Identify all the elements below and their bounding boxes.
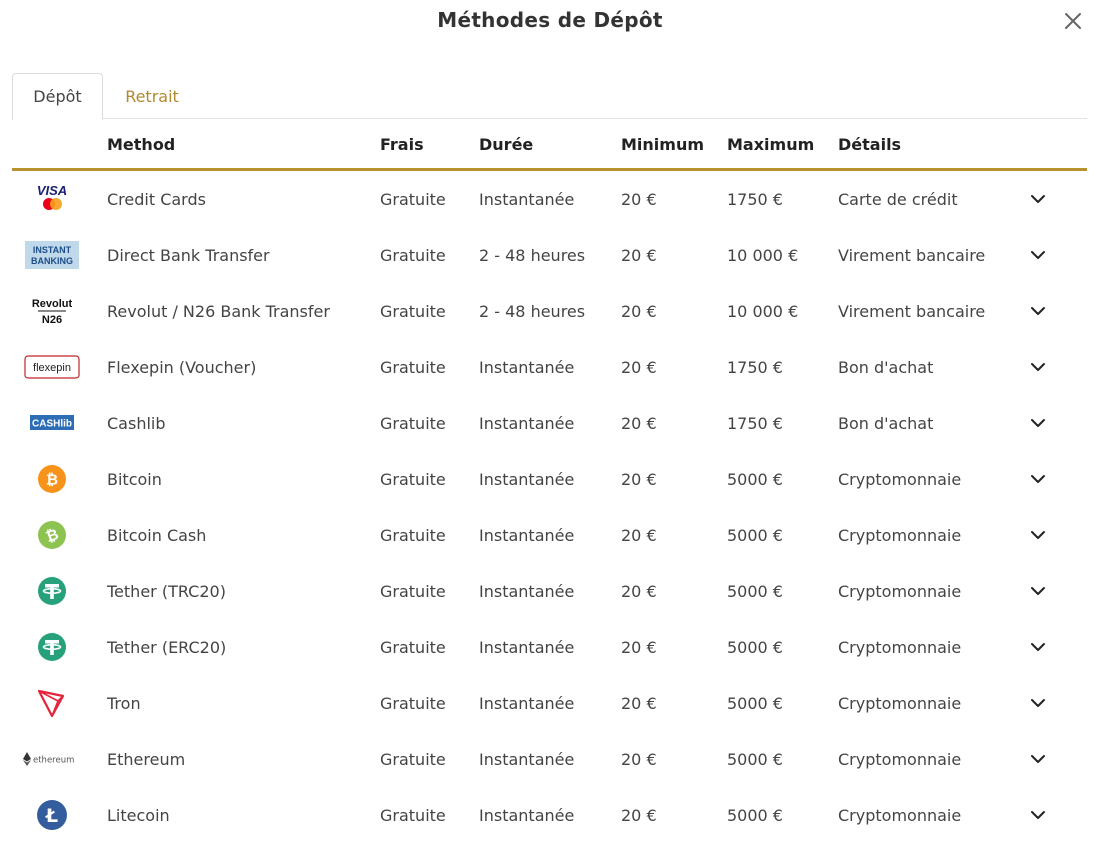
fee-value: Gratuite [380, 301, 446, 321]
table-row [12, 395, 1087, 451]
expand-row-button[interactable] [1024, 395, 1052, 451]
duration-value: 2 - 48 heures [479, 245, 586, 265]
svg-text:BANKING: BANKING [31, 256, 73, 266]
fee-value: Gratuite [380, 581, 446, 601]
expand-row-button[interactable] [1024, 339, 1052, 395]
details-value: Cryptomonnaie [838, 637, 962, 657]
details-value: Virement bancaire [838, 301, 986, 321]
maximum-value: 5000 € [727, 805, 783, 825]
method-name: Tron [107, 693, 141, 713]
maximum-value: 10 000 € [727, 245, 799, 265]
method-name: Cashlib [107, 413, 166, 433]
tab-depot[interactable]: Dépôt [12, 73, 103, 120]
expand-row-button[interactable] [1024, 563, 1052, 619]
duration-value: Instantanée [479, 693, 575, 713]
method-name: Bitcoin Cash [107, 525, 207, 545]
maximum-value: 1750 € [727, 189, 783, 209]
expand-row-button[interactable] [1024, 171, 1052, 227]
minimum-value: 20 € [621, 301, 657, 321]
chevron-down-icon [1030, 642, 1046, 652]
fee-value: Gratuite [380, 525, 446, 545]
maximum-value: 10 000 € [727, 301, 799, 321]
method-name: Ethereum [107, 749, 186, 769]
details-value: Cryptomonnaie [838, 581, 962, 601]
table-row [12, 507, 1087, 563]
maximum-value: 5000 € [727, 749, 783, 769]
method-name: Flexepin (Voucher) [107, 357, 257, 377]
tab-retrait[interactable]: Retrait [125, 86, 179, 106]
duration-value: Instantanée [479, 805, 575, 825]
expand-row-button[interactable] [1024, 507, 1052, 563]
method-name: Credit Cards [107, 189, 206, 209]
method-name: Tether (TRC20) [107, 581, 226, 601]
ethereum-logo [22, 731, 82, 787]
cashlib-logo [22, 395, 82, 451]
svg-text:ethereum: ethereum [33, 755, 75, 766]
chevron-down-icon [1030, 698, 1046, 708]
svg-text:CASHlib: CASHlib [32, 418, 72, 430]
tether-logo [22, 563, 82, 619]
minimum-value: 20 € [621, 693, 657, 713]
method-name: Tether (ERC20) [107, 637, 227, 657]
minimum-value: 20 € [621, 581, 657, 601]
minimum-value: 20 € [621, 749, 657, 769]
method-name: Direct Bank Transfer [107, 245, 270, 265]
maximum-value: 1750 € [727, 357, 783, 377]
table-row [12, 227, 1087, 283]
minimum-value: 20 € [621, 805, 657, 825]
duration-value: Instantanée [479, 469, 575, 489]
duration-value: Instantanée [479, 749, 575, 769]
expand-row-button[interactable] [1024, 787, 1052, 843]
chevron-down-icon [1030, 810, 1046, 820]
header-duree: Durée [479, 135, 534, 154]
expand-row-button[interactable] [1024, 451, 1052, 507]
table-row [12, 675, 1087, 731]
bitcoin-cash-logo [22, 507, 82, 563]
modal-title: Méthodes de Dépôt [437, 8, 663, 32]
tab-bar [12, 73, 1087, 119]
details-value: Cryptomonnaie [838, 805, 962, 825]
close-icon [1064, 12, 1082, 30]
minimum-value: 20 € [621, 245, 657, 265]
svg-text:N26: N26 [41, 314, 63, 326]
method-name: Litecoin [107, 805, 170, 825]
revolut-n26-logo [22, 283, 82, 339]
svg-text:₿: ₿ [43, 524, 61, 547]
instant-banking-logo [22, 227, 82, 283]
details-value: Cryptomonnaie [838, 693, 962, 713]
table-row [12, 339, 1087, 395]
tether-logo [22, 619, 82, 675]
header-frais: Frais [380, 135, 424, 154]
visa-mastercard-logo [22, 171, 82, 227]
chevron-down-icon [1030, 250, 1046, 260]
details-value: Virement bancaire [838, 245, 986, 265]
svg-text:₿: ₿ [45, 470, 59, 489]
chevron-down-icon [1030, 418, 1046, 428]
table-row [12, 619, 1087, 675]
chevron-down-icon [1030, 530, 1046, 540]
fee-value: Gratuite [380, 413, 446, 433]
methods-table [12, 119, 1087, 843]
maximum-value: 5000 € [727, 581, 783, 601]
fee-value: Gratuite [380, 749, 446, 769]
details-value: Carte de crédit [838, 189, 958, 209]
fee-value: Gratuite [380, 357, 446, 377]
header-minimum: Minimum [621, 135, 705, 154]
minimum-value: 20 € [621, 413, 657, 433]
details-value: Cryptomonnaie [838, 749, 962, 769]
chevron-down-icon [1030, 474, 1046, 484]
expand-row-button[interactable] [1024, 675, 1052, 731]
expand-row-button[interactable] [1024, 731, 1052, 787]
maximum-value: 1750 € [727, 413, 783, 433]
chevron-down-icon [1030, 306, 1046, 316]
tron-logo [22, 675, 82, 731]
minimum-value: 20 € [621, 525, 657, 545]
maximum-value: 5000 € [727, 693, 783, 713]
duration-value: Instantanée [479, 637, 575, 657]
table-row [12, 787, 1087, 843]
svg-text:INSTANT: INSTANT [32, 245, 72, 255]
fee-value: Gratuite [380, 637, 446, 657]
duration-value: Instantanée [479, 525, 575, 545]
table-row [12, 171, 1087, 227]
maximum-value: 5000 € [727, 525, 783, 545]
expand-row-button[interactable] [1024, 227, 1052, 283]
details-value: Bon d'achat [838, 357, 934, 377]
expand-row-button[interactable] [1024, 283, 1052, 339]
minimum-value: 20 € [621, 357, 657, 377]
close-button[interactable] [1062, 10, 1084, 32]
chevron-down-icon [1030, 362, 1046, 372]
fee-value: Gratuite [380, 189, 446, 209]
svg-text:flexepin: flexepin [33, 362, 71, 374]
table-row [12, 563, 1087, 619]
duration-value: Instantanée [479, 581, 575, 601]
litecoin-logo [22, 787, 82, 843]
flexepin-logo [22, 339, 82, 395]
chevron-down-icon [1030, 586, 1046, 596]
maximum-value: 5000 € [727, 469, 783, 489]
header-method: Method [107, 135, 176, 154]
svg-text:Ł: Ł [45, 805, 59, 827]
details-value: Cryptomonnaie [838, 469, 962, 489]
svg-text:VISA: VISA [36, 183, 68, 198]
table-row [12, 283, 1087, 339]
duration-value: Instantanée [479, 413, 575, 433]
bitcoin-logo [22, 451, 82, 507]
fee-value: Gratuite [380, 693, 446, 713]
table-row [12, 731, 1087, 787]
chevron-down-icon [1030, 754, 1046, 764]
fee-value: Gratuite [380, 245, 446, 265]
table-body [12, 171, 1087, 843]
method-name: Bitcoin [107, 469, 162, 489]
fee-value: Gratuite [380, 469, 446, 489]
table-row [12, 451, 1087, 507]
details-value: Bon d'achat [838, 413, 934, 433]
maximum-value: 5000 € [727, 637, 783, 657]
svg-text:Revolut: Revolut [31, 298, 73, 310]
expand-row-button[interactable] [1024, 619, 1052, 675]
minimum-value: 20 € [621, 189, 657, 209]
duration-value: Instantanée [479, 189, 575, 209]
minimum-value: 20 € [621, 469, 657, 489]
table-header [12, 119, 1087, 171]
details-value: Cryptomonnaie [838, 525, 962, 545]
duration-value: Instantanée [479, 357, 575, 377]
method-name: Revolut / N26 Bank Transfer [107, 301, 330, 321]
minimum-value: 20 € [621, 637, 657, 657]
header-maximum: Maximum [727, 135, 815, 154]
fee-value: Gratuite [380, 805, 446, 825]
duration-value: 2 - 48 heures [479, 301, 586, 321]
chevron-down-icon [1030, 194, 1046, 204]
header-details: Détails [838, 135, 902, 154]
